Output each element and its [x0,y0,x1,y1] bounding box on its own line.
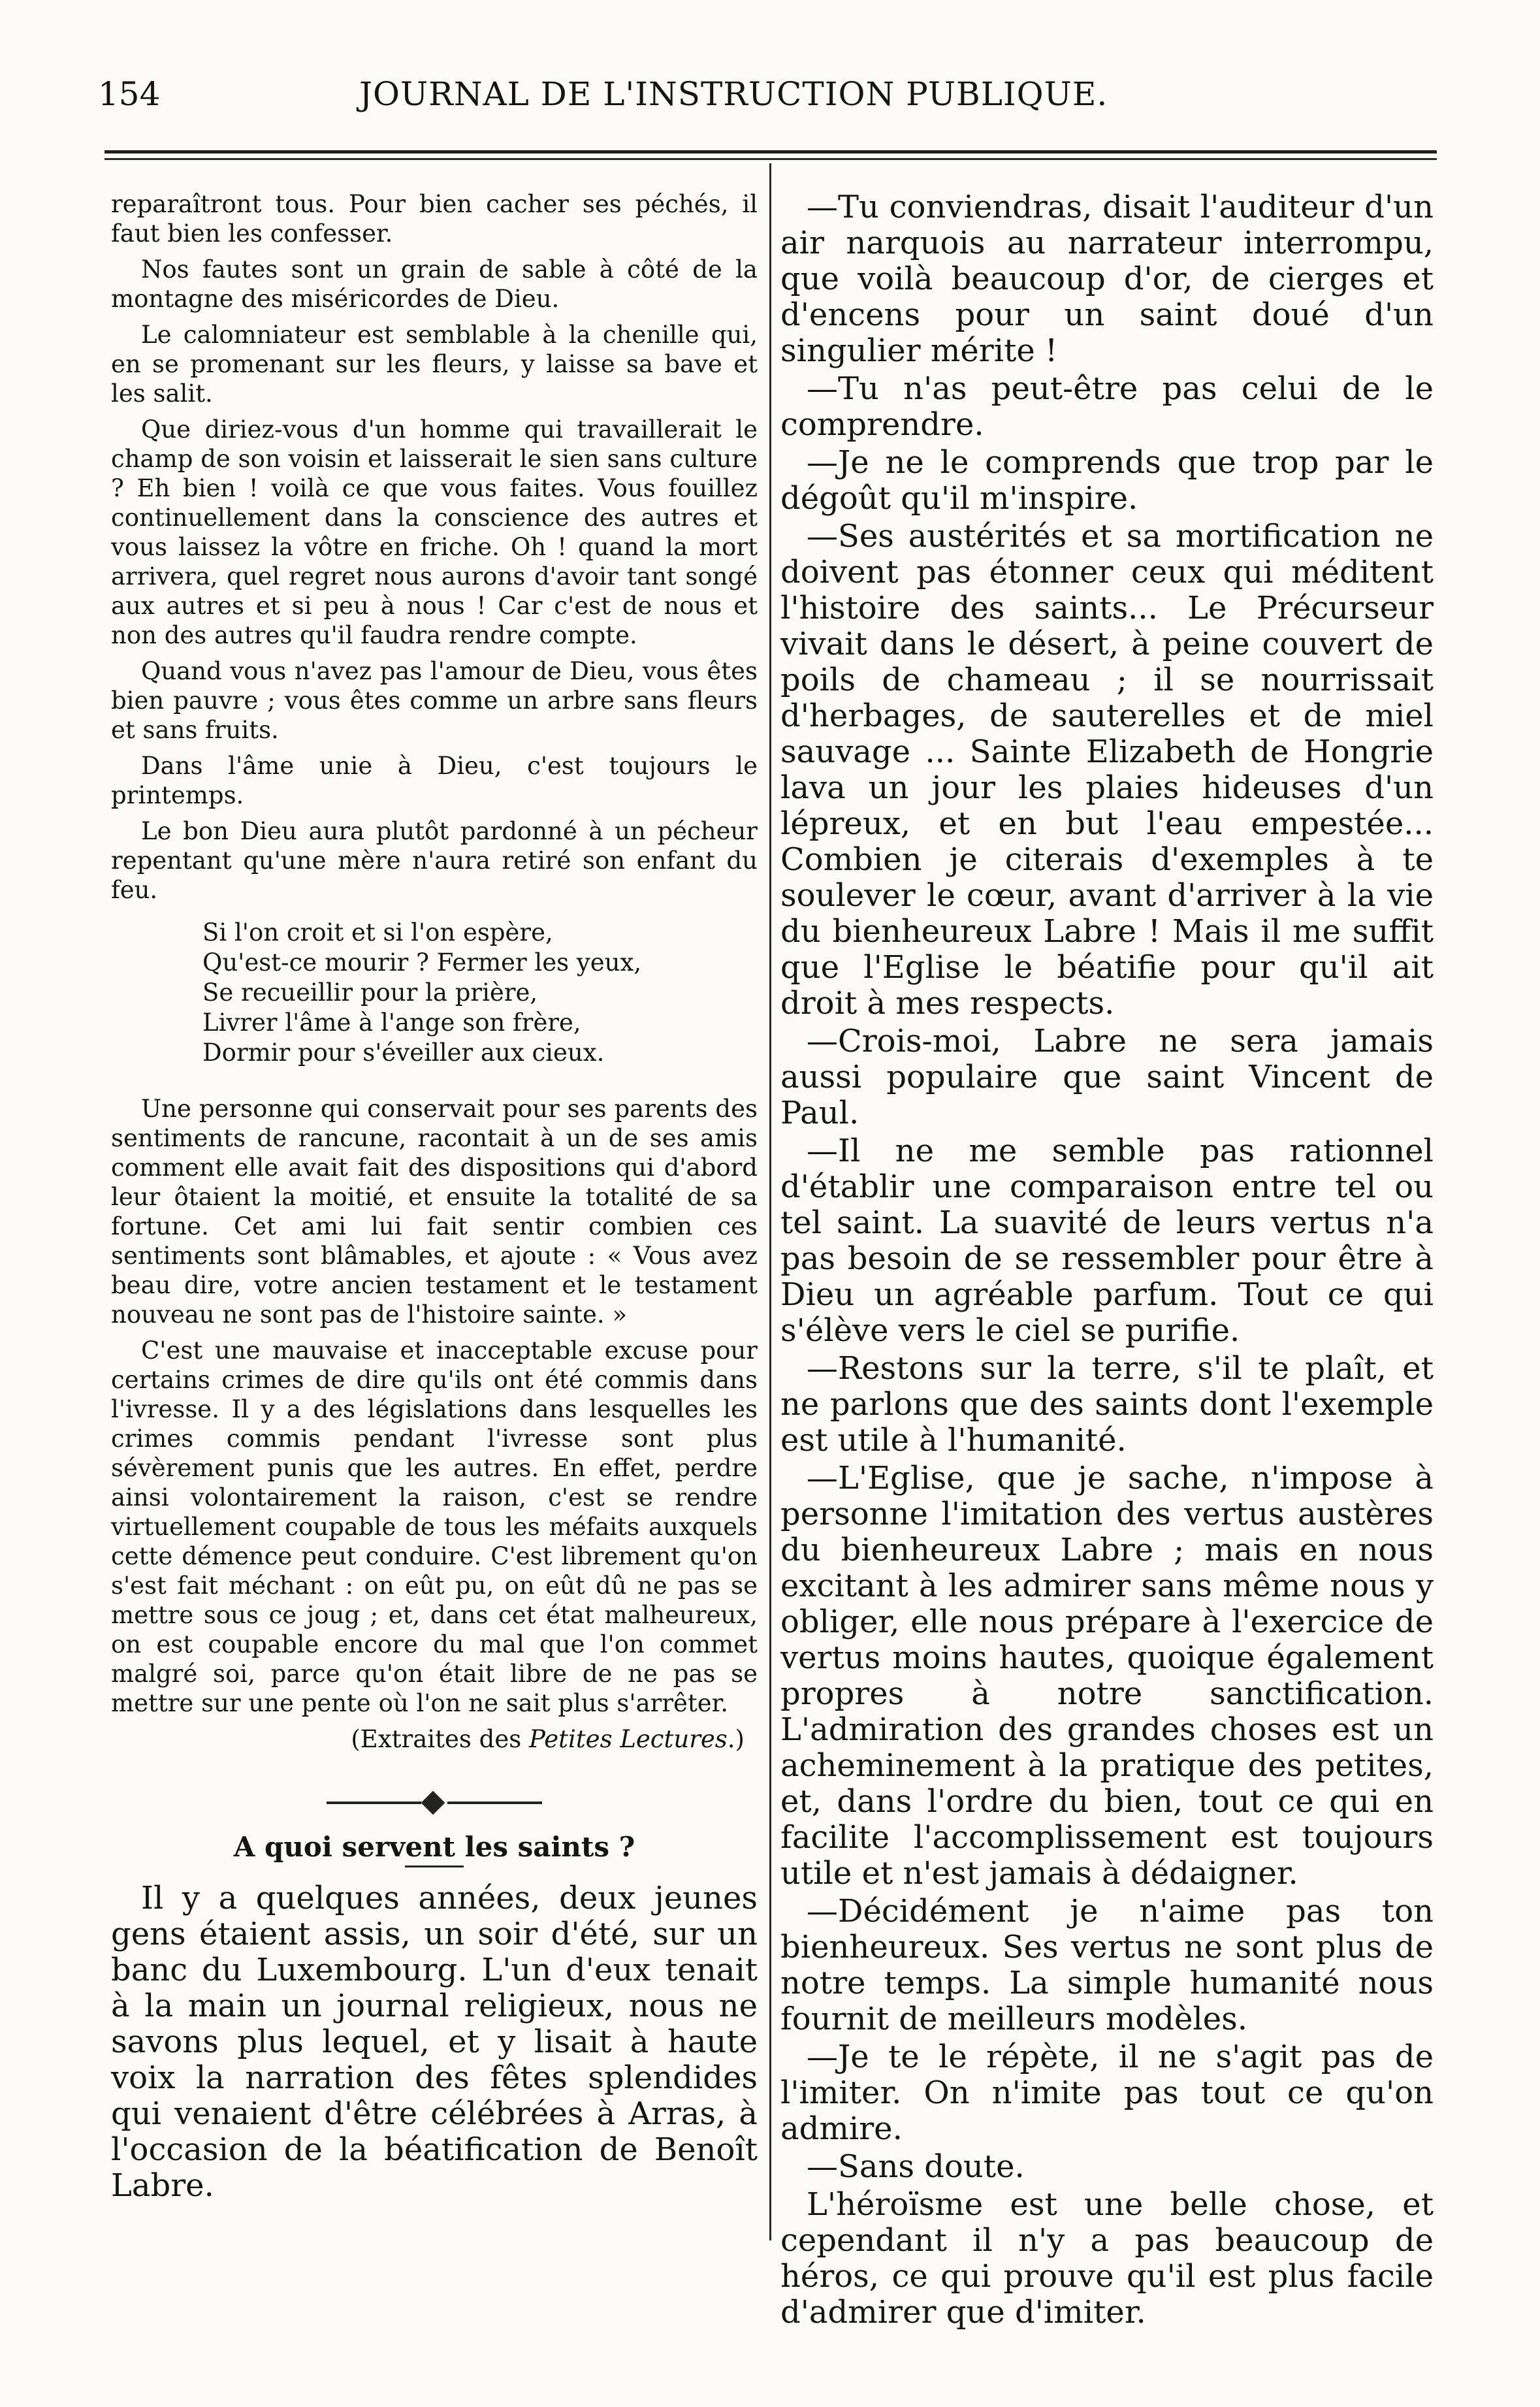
ornament-line-left [327,1801,421,1804]
header-rule-bottom [104,158,1437,160]
poem-line: Se recueillir pour la prière, [202,978,538,1007]
page-number: 154 [98,75,161,113]
paragraph: Il y a quelques années, deux jeunes gens étaient assis, un soir d'été, sur un banc du Luxembourg. L'un d'eux tenait à la main un journal religieux, nous ne savons plus lequel, et y lisait à haute voix la narration des fêtes splendides qui venaient d'être célébrées à Arras, à l'occasion de la béatification de Benoît Labre. [111,1880,758,2204]
paragraph: —Je ne le comprends que trop par le dégoût qu'il m'inspire. [780,444,1434,517]
ornament-line-right [447,1801,542,1804]
poem-line: Si l'on croit et si l'on espère, [202,918,553,946]
left-column [111,189,758,2247]
paragraph: L'héroïsme est une belle chose, et cependant il n'y a pas beaucoup de héros, ce qui prouve qu'il est plus facile d'admirer que d'imiter. [780,2186,1434,2331]
paragraph: Que diriez-vous d'un homme qui travaillerait le champ de son voisin et laisserait le sien sans culture ? Eh bien ! voilà ce que vous faites. Vous fouillez continuellement dans la conscience des autres et vous laissez la vôtre en friche. Oh ! quand la mort arrivera, quel regret nous aurons d'avoir tant songé aux autres et si peu à nous ! Car c'est de nous et non des autres qu'il faudra rendre compte. [111,415,758,649]
poem-line: Dormir pour s'éveiller aux cieux. [202,1039,605,1067]
paragraph: —Tu n'as peut-être pas celui de le comprendre. [780,370,1434,443]
poem-line: Livrer l'âme à l'ange son frère, [202,1009,581,1037]
paragraph: —Ses austérités et sa mortification ne doivent pas étonner ceux qui méditent l'histoire des saints... Le Précurseur vivait dans le désert, à peine couvert de poils de chameau ; il se nourrissait d'herbages, de sauterelles et de miel sauvage ... Sainte Elizabeth de Hongrie lava un jour les plaies hideuses d'un lépreux, et en but l'eau empestée... Combien je citerais d'exemples à te soulever le cœur, avant d'arriver à la vie du bienheureux Labre ! Mais il me suffit que l'Eglise le béatifie pour qu'il ait droit à mes respects. [780,518,1434,1022]
paragraph: —L'Eglise, que je sache, n'impose à personne l'imitation des vertus austères du bienheureux Labre ; mais en nous excitant à les admirer sans même nous y obliger, elle nous prépare à l'exercice de vertus moins hautes, quoique également propres à notre sanctification. L'admiration des grandes choses est un acheminement à la pratique des petites, et, dans l'ordre du bien, tout ce qui en facilite l'accomplissement est toujours utile et n'est jamais à dédaigner. [780,1460,1434,1892]
ornament-diamond-icon [421,1791,445,1815]
source-citation [111,1724,745,1754]
column-divider [769,163,771,2240]
paragraph: reparaîtront tous. Pour bien cacher ses péchés, il faut bien les confesser. [111,190,758,248]
paragraph: C'est une mauvaise et inacceptable excuse pour certains crimes de dire qu'ils ont été commis dans l'ivresse. Il y a des législations dans lesquelles les crimes commis pendant l'ivresse sont plus sévèrement punis que les autres. En effet, perdre ainsi volontairement la raison, c'est se rendre virtuellement coupable de tous les méfaits auxquels cette démence peut conduire. C'est librement qu'on s'est fait méchant : on eût pu, on eût dû ne pas se mettre sous ce joug ; et, dans cet état malheureux, on est coupable encore du mal que l'on commet malgré soi, parce qu'on était libre de ne pas se mettre sur une pente où l'on ne sait plus s'arrêter. [111,1336,758,1717]
ornament-divider [327,1793,542,1813]
source-suffix: .) [727,1725,745,1753]
paragraph: —Tu conviendras, disait l'auditeur d'un air narquois au narrateur interrompu, que voilà beaucoup d'or, de cierges et d'encens pour un saint doué d'un singulier mérite ! [780,189,1434,369]
paragraph: Nos fautes sont un grain de sable à côté de la montagne des miséricordes de Dieu. [111,255,758,313]
right-column [780,189,1434,2331]
paragraph: —Sans doute. [807,2148,1025,2185]
source-prefix: (Extraites des [351,1725,529,1753]
paragraph: —Je te le répète, il ne s'agit pas de l'imiter. On n'imite pas tout ce qu'on admire. [780,2039,1434,2147]
paragraph: Le bon Dieu aura plutôt pardonné à un pécheur repentant qu'une mère n'aura retiré son enfant du feu. [111,817,758,904]
running-head: JOURNAL DE L'INSTRUCTION PUBLIQUE. [359,75,1108,113]
title-rule [405,1866,464,1867]
poem-line: Qu'est-ce mourir ? Fermer les yeux, [202,948,642,977]
page-header [98,69,1208,121]
source-title: Petites Lectures [528,1725,728,1753]
paragraph: Dans l'âme unie à Dieu, c'est toujours le printemps. [111,752,758,809]
paragraph: —Restons sur la terre, s'il te plaît, et ne parlons que des saints dont l'exemple est utile à l'humanité. [780,1350,1434,1459]
poem [202,918,758,1068]
paragraph: Quand vous n'avez pas l'amour de Dieu, vous êtes bien pauvre ; vous êtes comme un arbre sans fleurs et sans fruits. [111,657,758,744]
paragraph: —Crois-moi, Labre ne sera jamais aussi populaire que saint Vincent de Paul. [780,1023,1434,1131]
section-title: A quoi servent les saints ? [233,1831,635,1863]
paragraph: Une personne qui conservait pour ses parents des sentiments de rancune, racontait à un de ses amis comment elle avait fait des dispositions qui d'abord leur ôtaient la moitié, et ensuite la totalité de sa fortune. Cet ami lui fait sentir combien ces sentiments sont blâmables, et ajoute : « Vous avez beau dire, votre ancien testament et le testament nouveau ne sont pas de l'histoire sainte. » [111,1095,758,1329]
header-rule-top [104,150,1437,153]
paragraph: —Décidément je n'aime pas ton bienheureux. Ses vertus ne sont plus de notre temps. La simple humanité nous fournit de meilleurs modèles. [780,1893,1434,2037]
paragraph: —Il ne me semble pas rationnel d'établir une comparaison entre tel ou tel saint. La suavité de leurs vertus n'a pas besoin de se ressembler pour être à Dieu un agréable parfum. Tout ce qui s'élève vers le ciel se purifie. [780,1133,1434,1349]
paragraph: Le calomniateur est semblable à la chenille qui, en se promenant sur les fleurs, y laisse sa bave et les salit. [111,321,758,408]
